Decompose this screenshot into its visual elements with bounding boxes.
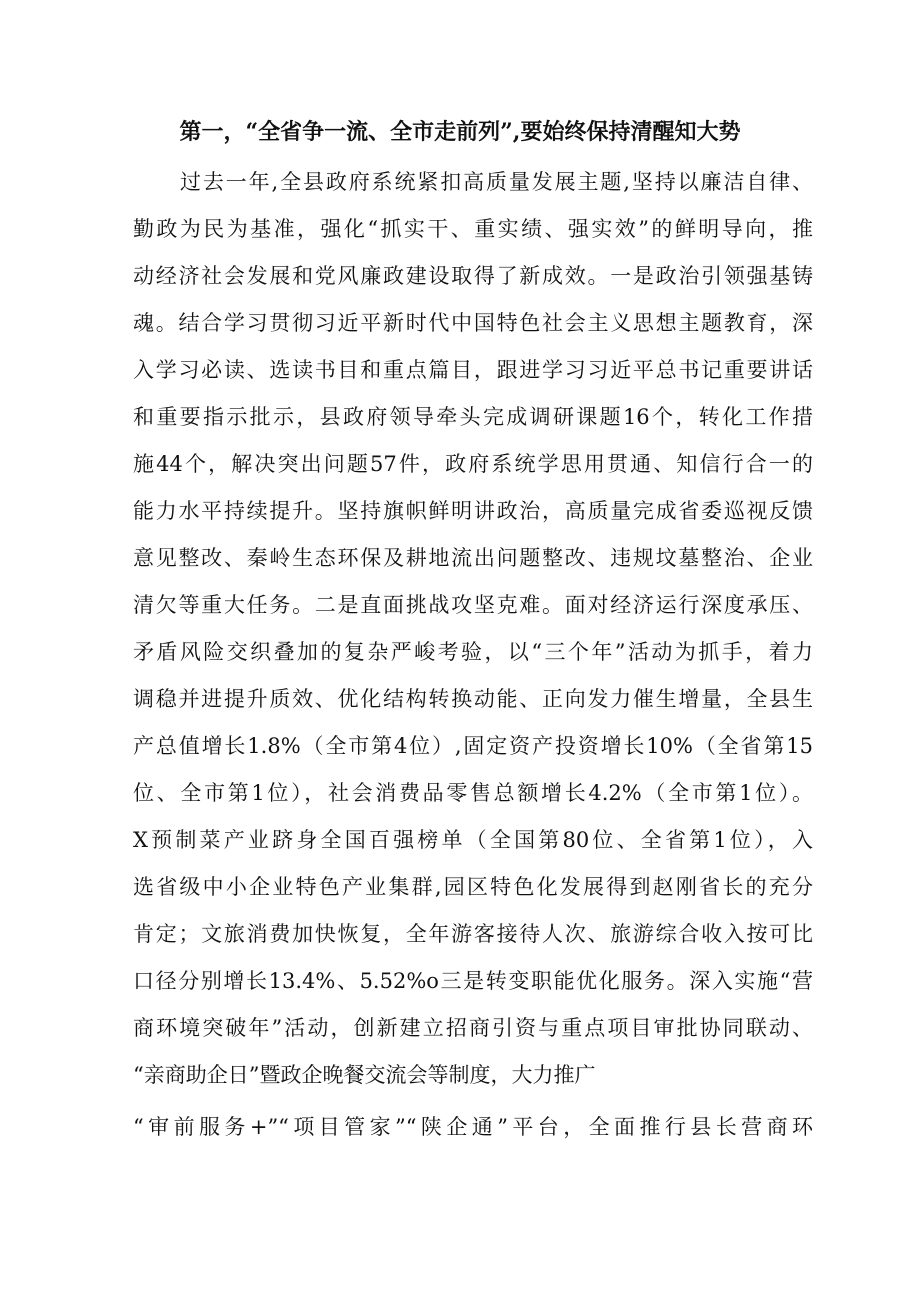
paragraph-line: 清欠等重大任务。二是直面挑战攻坚克难。面对经济运行深度承压、 [133, 593, 813, 617]
paragraph-line: 商环境突破年”活动，创新建立招商引资与重点项目审批协同联动、 [133, 1016, 813, 1040]
section-heading: 第一，“全省争一流、全市走前列”,要始终保持清醒知大势 [179, 119, 741, 145]
paragraph-line: 入学习必读、选读书目和重点篇目，跟进学习习近平总书记重要讲话 [133, 358, 813, 382]
paragraph-line: 意见整改、秦岭生态环保及耕地流出问题整改、违规坟墓整治、企业 [133, 546, 813, 570]
paragraph-line: 肯定；文旅消费加快恢复，全年游客接待人次、旅游综合收入按可比 [133, 922, 813, 946]
paragraph-line: 能力水平持续提升。坚持旗帜鲜明讲政治，高质量完成省委巡视反馈 [133, 499, 813, 523]
paragraph-line: 口径分别增长13.4%、5.52%o三是转变职能优化服务。深入实施“营 [133, 969, 813, 993]
paragraph-line: 过去一年,全县政府系统紧扣高质量发展主题,坚持以廉洁自律、 [180, 170, 813, 194]
paragraph-line: 动经济社会发展和党风廉政建设取得了新成效。一是政治引领强基铸 [133, 264, 813, 288]
paragraph-line: “审前服务+”“项目管家”“陕企通”平台，全面推行县长营商环 [133, 1115, 813, 1139]
paragraph-line: 矛盾风险交织叠加的复杂严峻考验，以“三个年”活动为抓手，着力 [133, 640, 813, 664]
paragraph-line: 魂。结合学习贯彻习近平新时代中国特色社会主义思想主题教育，深 [133, 311, 813, 335]
paragraph-line: 选省级中小企业特色产业集群,园区特色化发展得到赵刚省长的充分 [133, 875, 813, 899]
paragraph-line: 调稳并进提升质效、优化结构转换动能、正向发力催生增量，全县生 [133, 687, 813, 711]
paragraph-line: 勤政为民为基准，强化“抓实干、重实绩、强实效”的鲜明导向，推 [133, 217, 813, 241]
paragraph-line: X预制菜产业跻身全国百强榜单（全国第80位、全省第1位），入 [133, 828, 813, 852]
paragraph-line: 施44个，解决突出问题57件，政府系统学思用贯通、知信行合一的 [133, 452, 813, 476]
paragraph-line: 位、全市第1位），社会消费品零售总额增长4.2%（全市第1位）。 [133, 781, 813, 805]
paragraph-line: 产总值增长1.8%（全市第4位）,固定资产投资增长10%（全省第15 [133, 734, 813, 758]
paragraph-line: 和重要指示批示，县政府领导牵头完成调研课题16个，转化工作措 [133, 405, 813, 429]
paragraph-line: “亲商助企日”暨政企晚餐交流会等制度，大力推广 [133, 1063, 596, 1087]
